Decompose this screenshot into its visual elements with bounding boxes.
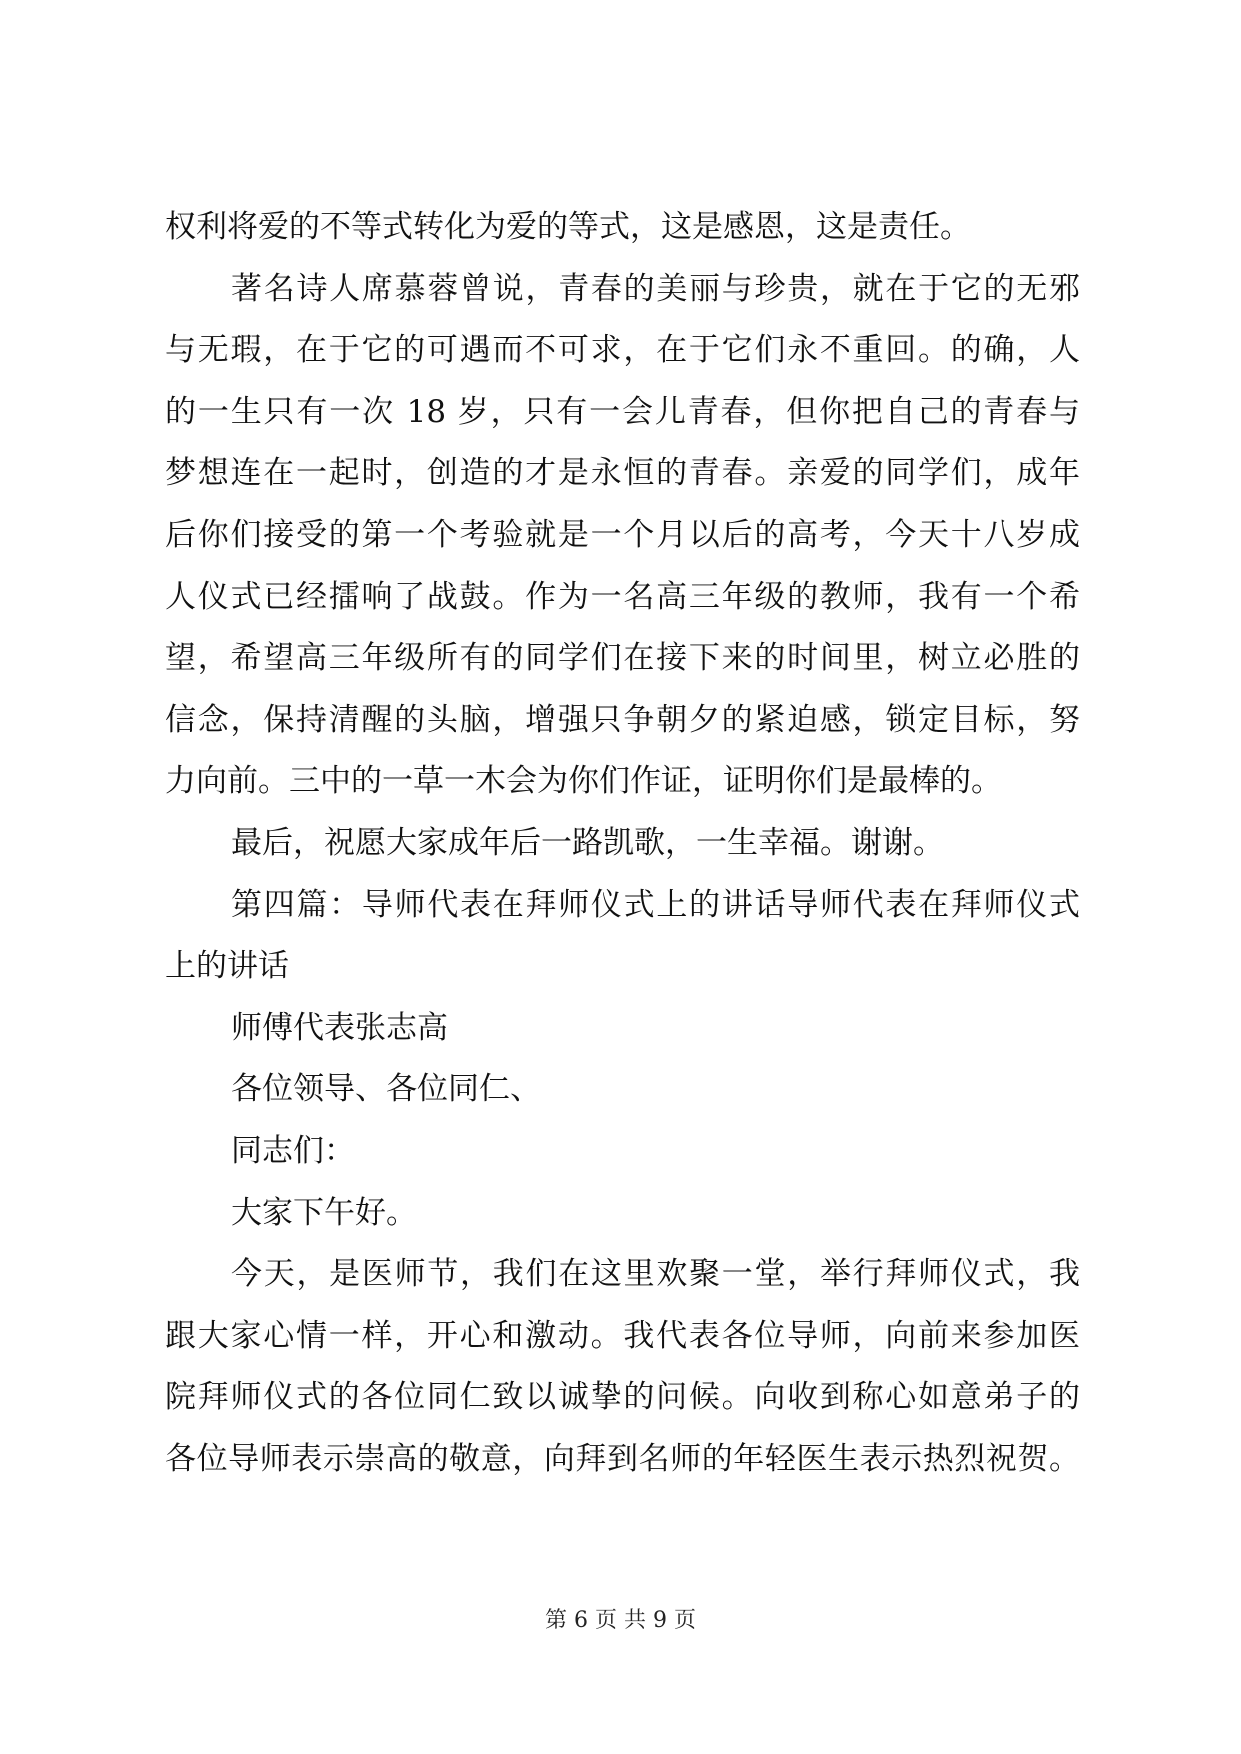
salutation-line: 各位领导、各位同仁、 bbox=[231, 1071, 541, 1108]
speaker-line: 师傅代表张志高 bbox=[231, 1009, 448, 1046]
text-line: 权利将爱的不等式转化为爱的等式，这是感恩，这是责任。 bbox=[165, 209, 971, 245]
text-line: 最后，祝愿大家成年后一路凯歌，一生幸福。谢谢。 bbox=[231, 824, 944, 861]
text-line: 人仪式已经擂响了战鼓。作为一名高三年级的教师，我有一个希 bbox=[165, 578, 1080, 615]
text-line: 信念，保持清醒的头脑，增强只争朝夕的紧迫感，锁定目标，努 bbox=[165, 701, 1080, 738]
page-number-footer: 第 6 页 共 9 页 bbox=[545, 1608, 696, 1633]
text-line: 的一生只有一次 18 岁，只有一会儿青春，但你把自己的青春与 bbox=[165, 393, 1080, 430]
salutation-line: 同志们： bbox=[231, 1132, 355, 1169]
greeting-line: 大家下午好。 bbox=[231, 1194, 417, 1231]
section-heading-continued: 上的讲话 bbox=[165, 948, 289, 985]
section-heading: 第四篇：导师代表在拜师仪式上的讲话导师代表在拜师仪式 bbox=[231, 886, 1080, 923]
text-line: 望，希望高三年级所有的同学们在接下来的时间里，树立必胜的 bbox=[165, 640, 1080, 677]
text-line: 梦想连在一起时，创造的才是永恒的青春。亲爱的同学们，成年 bbox=[165, 455, 1080, 492]
text-line: 跟大家心情一样，开心和激动。我代表各位导师，向前来参加医 bbox=[165, 1317, 1080, 1354]
text-line: 院拜师仪式的各位同仁致以诚挚的问候。向收到称心如意弟子的 bbox=[165, 1379, 1080, 1416]
text-line: 今天，是医师节，我们在这里欢聚一堂，举行拜师仪式，我 bbox=[231, 1256, 1080, 1293]
text-line: 力向前。三中的一草一木会为你们作证，证明你们是最棒的。 bbox=[165, 763, 1002, 800]
body-text bbox=[165, 197, 1080, 1490]
text-line: 各位导师表示崇高的敬意，向拜到名师的年轻医生表示热烈祝贺。 bbox=[165, 1440, 1080, 1477]
text-line: 后你们接受的第一个考验就是一个月以后的高考，今天十八岁成 bbox=[165, 516, 1080, 553]
text-line: 著名诗人席慕蓉曾说，青春的美丽与珍贵，就在于它的无邪 bbox=[231, 270, 1080, 307]
text-line: 与无瑕，在于它的可遇而不可求，在于它们永不重回。的确，人 bbox=[165, 332, 1080, 369]
